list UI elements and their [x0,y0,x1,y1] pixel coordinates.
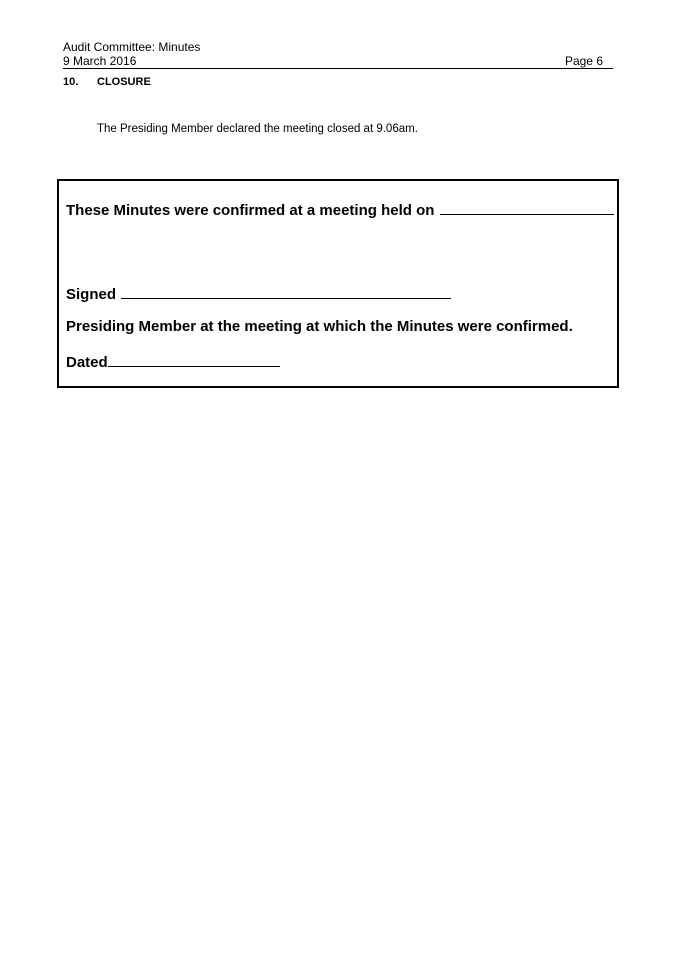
confirmation-box [57,179,619,388]
dated-line [66,352,280,372]
closure-statement: The Presiding Member declared the meeting closed at 9.06am. [97,123,418,135]
signed-label: Signed [66,286,117,303]
section-number: 10. [63,76,79,88]
confirmed-line [66,200,614,220]
section-title: CLOSURE [97,76,151,88]
confirmed-label: These Minutes were confirmed at a meeting held on [66,202,435,219]
confirmed-date-blank [440,200,614,215]
dated-blank [108,352,280,367]
presiding-member-text: Presiding Member at the meeting at which the Minutes were confirmed. [66,318,573,335]
page-header [63,40,613,68]
signed-line [66,284,451,304]
header-date-row [63,54,613,68]
document-title: Audit Committee: Minutes [63,40,201,54]
page-number: Page 6 [564,54,603,68]
dated-label: Dated [66,354,108,371]
signature-blank [121,284,451,299]
meeting-date: 9 March 2016 [63,54,137,68]
header-divider [63,68,613,69]
section-heading [63,76,151,88]
